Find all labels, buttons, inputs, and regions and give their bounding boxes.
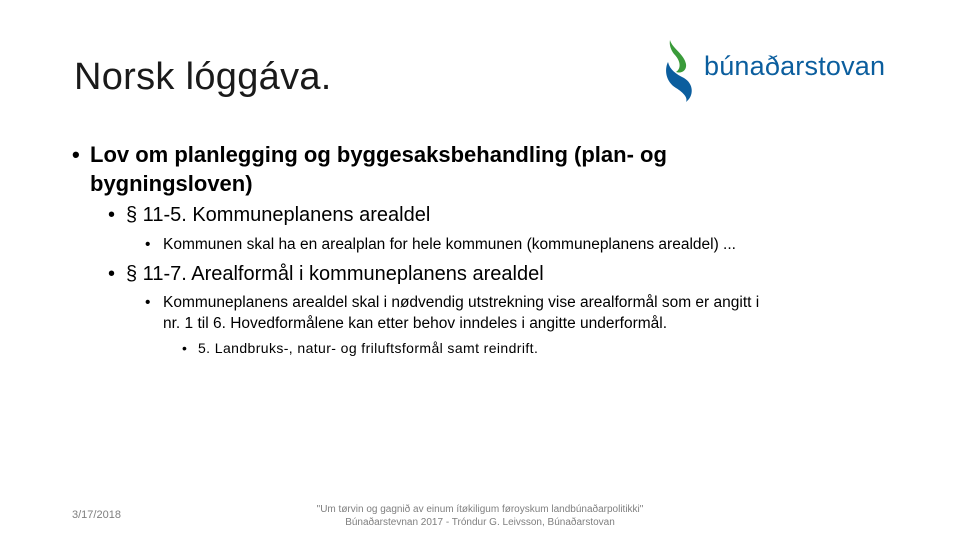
bullet-marker: • [145,294,151,311]
slide-title: Norsk lóggáva. [74,56,332,98]
bullet-text: § 11-7. Arealformål i kommuneplanens arealdel [126,263,544,285]
bullet-text: 5. Landbruks-, natur- og friluftsformål samt reindrift. [198,340,539,356]
logo-wordmark: búnaðarstovan [704,51,886,81]
bullet-marker: • [182,340,188,356]
footer-caption-line2: Búnaðarstevnan 2017 - Tróndur G. Leivsson, Búnaðarstovan [345,517,615,528]
bullet-text-line1: Kommuneplanens arealdel skal i nødvendig utstrekning vise arealformål som er angitt i [163,294,760,311]
bullet-level3-arealplan [145,234,865,255]
bullet-text-line2: nr. 1 til 6. Hovedformålene kan etter behov inndeles i angitte underformål. [163,315,668,332]
bullet-marker: • [72,142,80,167]
bullet-text: Kommunen skal ha en arealplan for hele kommunen (kommuneplanens arealdel) ... [163,236,736,253]
footer-date: 3/17/2018 [72,509,121,521]
bullet-level2-section-11-5 [108,202,608,228]
logo-drops-icon [662,38,702,102]
bunadarstovan-logo [662,38,902,102]
bullet-text-line1: Lov om planlegging og byggesaksbehandling (plan- og [90,142,667,167]
footer-caption [260,503,700,529]
bullet-level1 [72,140,772,198]
footer-caption-line1: "Um tørvin og gagnið av einum ítøkiligum føroyskum landbúnaðarpolitikki" [316,504,644,515]
bullet-text-line2: bygningsloven) [90,171,253,196]
bullet-marker: • [108,263,116,285]
bullet-level2-section-11-7 [108,261,668,287]
bullet-text: § 11-5. Kommuneplanens arealdel [126,204,431,226]
bullet-marker: • [108,204,116,226]
bullet-level4-landbruk [182,339,682,358]
bullet-level3-arealformal [145,292,885,334]
bullet-marker: • [145,236,151,253]
